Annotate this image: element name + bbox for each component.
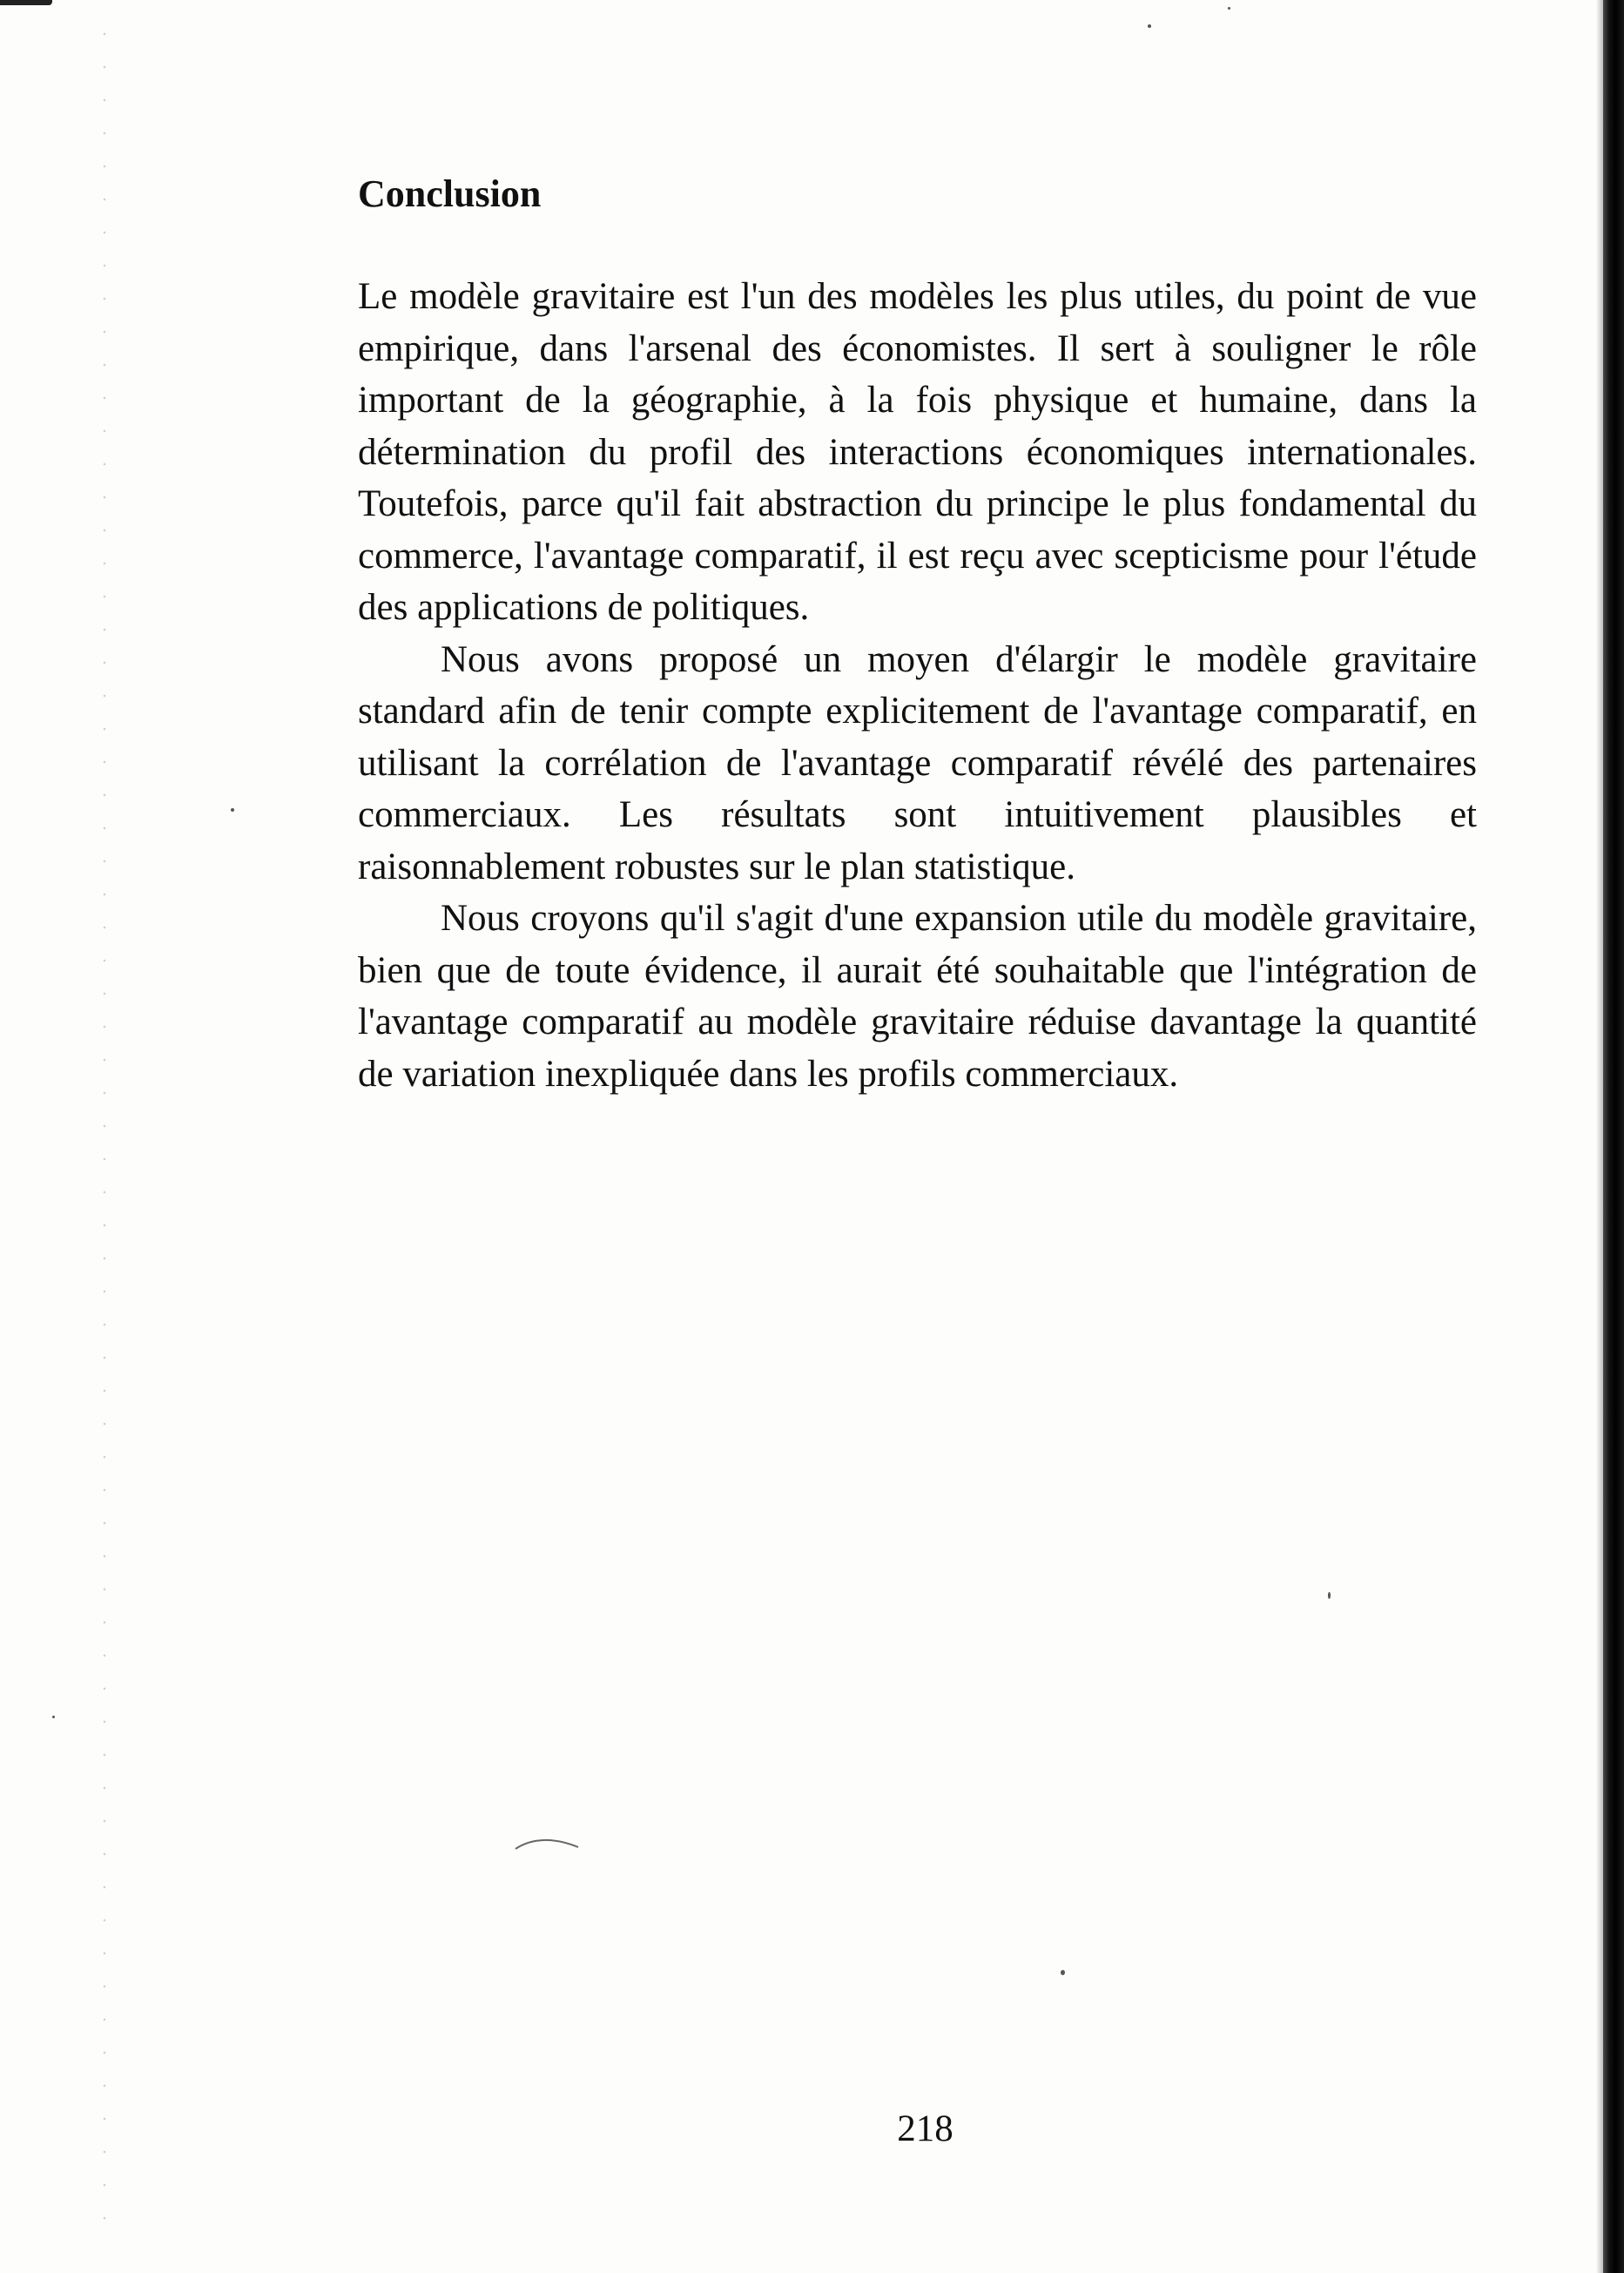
paragraph-1: Le modèle gravitaire est l'un des modèles les plus utiles, du point de vue empirique, dans l'arsenal des économistes. Il sert à souligner le rôle important de la géographie, à la fois physique et humaine, dans la détermination du profil des interactions économiques internationales. Toutefois, parce qu'il fait abstraction du principe le plus fondamental du commerce, l'avantage comparatif, il est reçu avec scepticisme pour l'étude des applications de politiques. — [358, 276, 1477, 628]
scan-speck — [1228, 7, 1230, 10]
left-margin-specks — [103, 17, 106, 2247]
section-heading: Conclusion — [358, 172, 542, 215]
scan-speck — [52, 1716, 55, 1718]
scan-corner-mark — [0, 0, 52, 5]
paragraph-2: Nous avons proposé un moyen d'élargir le modèle gravitaire standard afin de tenir compte explicitement de l'avantage comparatif, en utilisant la corrélation de l'avantage comparatif révélé des partenaires commerciaux. Les résultats sont intuitivement plausibles et raisonnablement robustes sur le plan statistique. — [358, 638, 1477, 887]
scan-edge-shadow — [1596, 0, 1603, 2273]
scan-speck — [231, 808, 234, 812]
page-content — [358, 170, 1477, 1100]
scan-speck — [1061, 1970, 1065, 1975]
scan-speck — [1148, 24, 1151, 28]
scan-speck — [1328, 1592, 1331, 1599]
paragraph-3: Nous croyons qu'il s'agit d'une expansion utile du modèle gravitaire, bien que de toute évidence, il aurait été souhaitable que l'intégration de l'avantage comparatif au modèle gravitaire réduise davantage la quantité de variation inexpliquée dans les profils commerciaux. — [358, 898, 1477, 1095]
scan-edge — [1603, 0, 1624, 2273]
pen-stroke-mark — [514, 1833, 583, 1854]
page-number: 218 — [897, 2108, 954, 2149]
